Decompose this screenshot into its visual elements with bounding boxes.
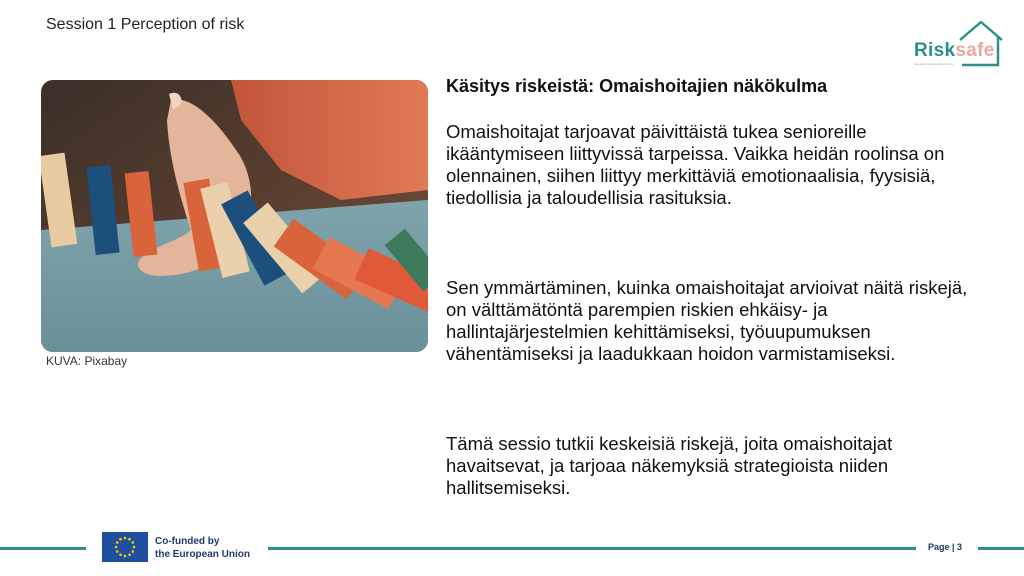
paragraph-3: Tämä sessio tutkii keskeisiä riskejä, joita omaishoitajat havaitsevat, ja tarjoaa näkemyksiä strategioista niiden hallitsemiseksi. xyxy=(446,433,893,498)
logo-tagline: the carers perspective on risk xyxy=(914,62,954,66)
eu-flag-icon xyxy=(102,532,148,562)
cofunded-line-1: Co-funded by xyxy=(155,536,220,547)
logo-wordmark xyxy=(914,40,995,62)
risksafe-logo xyxy=(912,20,1004,68)
footer-line-right xyxy=(978,547,1024,550)
page-number: Page | 3 xyxy=(928,542,963,552)
session-title: Session 1 Perception of risk xyxy=(46,16,245,33)
footer-line-middle xyxy=(268,547,916,550)
cofunded-line-2: the European Union xyxy=(155,549,250,560)
footer-line-left xyxy=(0,547,86,550)
slide-heading: Käsitys riskeistä: Omaishoitajien näkökulma xyxy=(446,76,828,96)
paragraph-2: Sen ymmärtäminen, kuinka omaishoitajat arvioivat näitä riskejä, on välttämätöntä parempien riskien ehkäisy- ja hallintajärjestelmien kehittämiseksi, työuupumuksen vähentämiseksi ja laadukkaan hoidon varmistamiseksi. xyxy=(446,277,968,364)
dominoes-photo xyxy=(41,80,428,352)
paragraph-1: Omaishoitajat tarjoavat päivittäistä tukea senioreille ikääntymiseen liittyvissä tarpeissa. Vaikka heidän roolinsa on olennainen, siihen liittyy merkittäviä emotionaalisia, fyysisiä, tiedollisia ja taloudellisia rasituksia. xyxy=(446,121,945,208)
cofunded-text xyxy=(155,535,250,561)
logo-risk: Risk xyxy=(914,40,956,61)
image-caption: KUVA: Pixabay xyxy=(46,354,128,368)
logo-safe: safe xyxy=(955,40,995,61)
